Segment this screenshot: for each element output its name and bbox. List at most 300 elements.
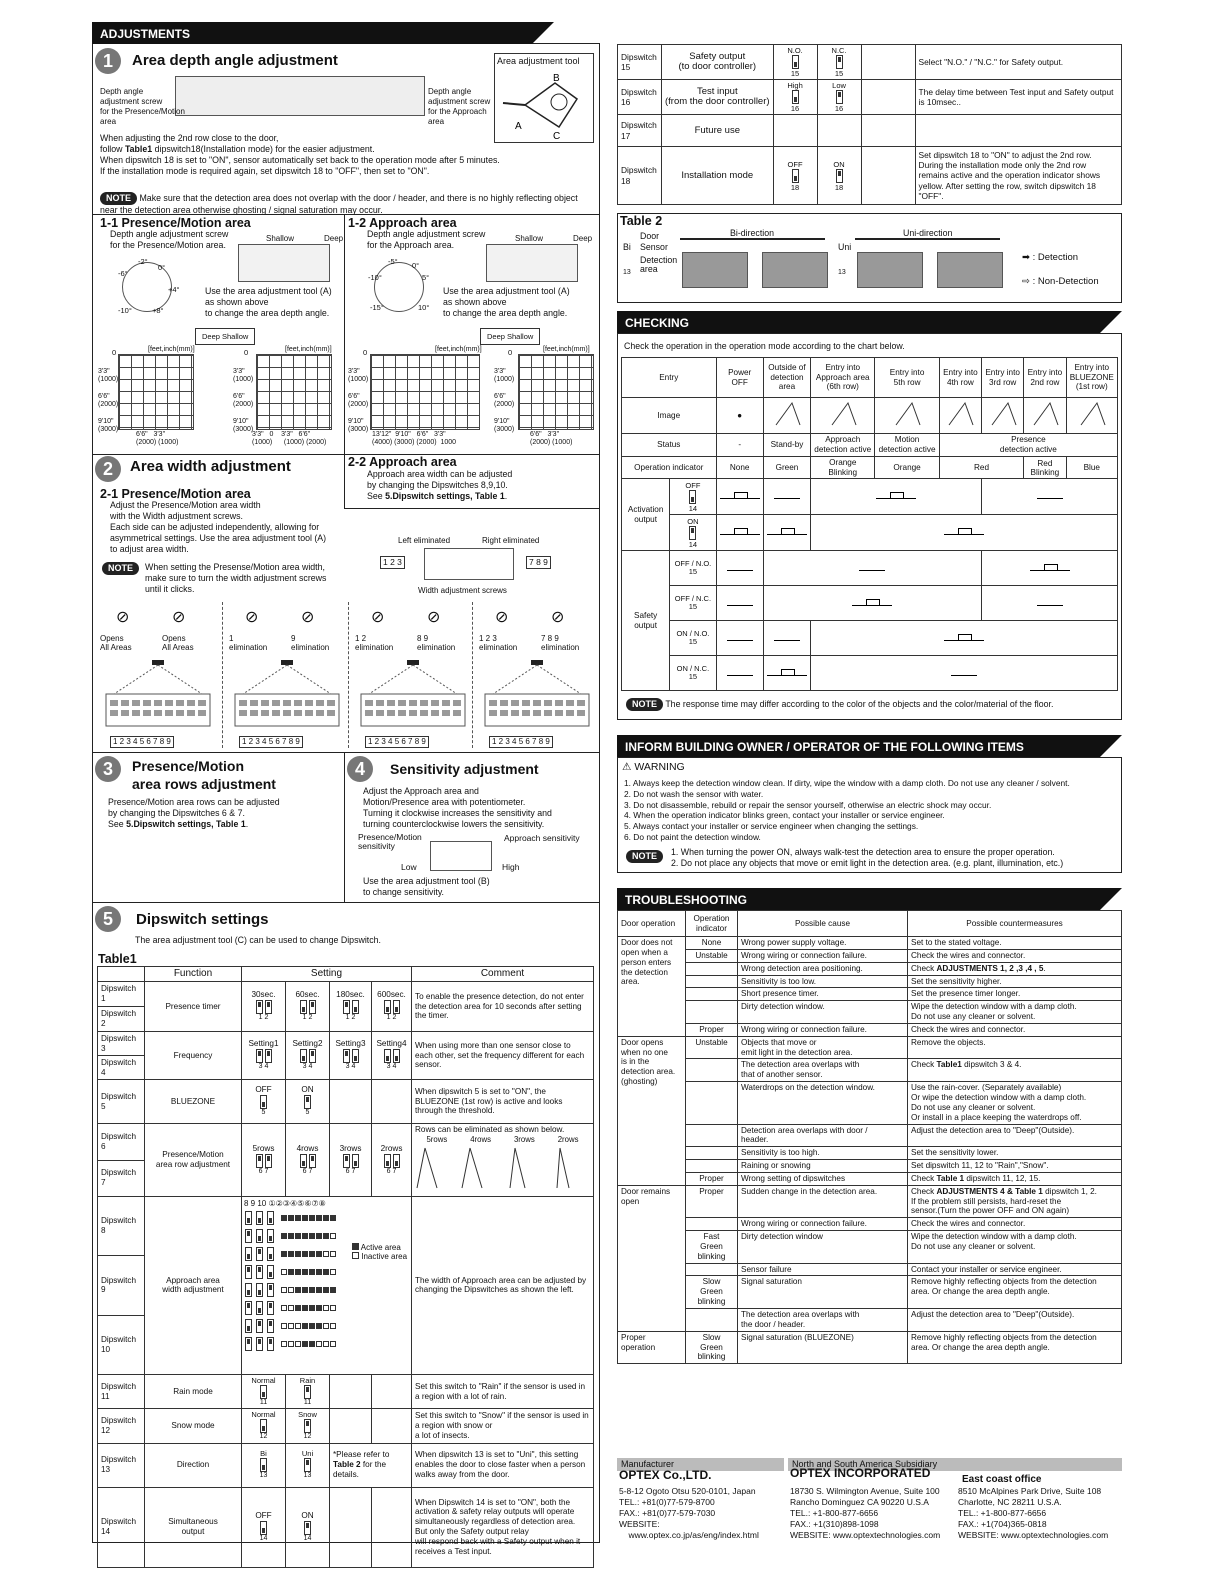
approach-chart-left [370, 354, 480, 430]
inform-items [624, 778, 1070, 843]
subsection-1-2-sub: Depth angle adjustment screw for the Approach area. [367, 229, 486, 250]
door-line-bi [680, 238, 825, 240]
area-cell [295, 1251, 301, 1257]
empty-cell [372, 1487, 412, 1567]
person-icon: ● [737, 410, 743, 420]
section-4-tool-note: Use the area adjustment tool (B) to change sensitivity. [363, 876, 490, 897]
safety-output-label: Safety output [622, 551, 670, 691]
fix-cell: Adjust the detection area to "Deep"(Outside). [908, 1124, 1122, 1147]
dial-angle: -2° [138, 257, 148, 266]
activation-output-label: Activation output [622, 479, 670, 551]
setting-cell: ON 5 [286, 1080, 330, 1124]
dipswitch-label: Dipswitch 12 [98, 1409, 145, 1443]
beam-icon [892, 401, 922, 427]
section-1-para-3: When dipswitch 18 is set to "ON", sensor automatically set back to the operation mode after 5 minutes. [100, 155, 500, 165]
area-cell [302, 1323, 308, 1329]
y-tick: 3'3" (1000) [348, 368, 369, 383]
panel-label-left: Opens All Areas [100, 634, 132, 652]
door-operation-cell: Door does not open when a person enters the detection area. [618, 937, 686, 1037]
indicator-cell: Red [939, 456, 1024, 479]
y-tick: 3'3" (1000) [233, 368, 254, 383]
area-cell [281, 1269, 287, 1275]
cause-cell: Short presence timer. [738, 988, 908, 1001]
section-2-para: Adjust the Presence/Motion area width with the Width adjustment screws. Each side can be adjusted independently, allowing for asymmetrical settings. Use the area adjustment tool (A) to adjust area width. [110, 500, 327, 554]
signal-cell [811, 621, 1118, 656]
beam-icon [1077, 401, 1107, 427]
empty-cell [372, 1409, 412, 1443]
approach-setting-grid: 8 9 10 ①②③④⑤⑥⑦⑧ Active area Inactive area [242, 1197, 412, 1375]
tool-letter-b: B [553, 72, 560, 84]
fix-cell: Set the sensitivity higher. [908, 975, 1122, 988]
comment-cell: When dipswitch 5 is set to "ON", the BLUEZONE (1st row) is active and looks through the threshold. [412, 1080, 594, 1124]
dipswitch-label: Dipswitch 2 [98, 1007, 145, 1032]
screw-icon-left: ⊘ [371, 609, 385, 626]
east-office-address: 8510 McAlpines Park Drive, Suite 108 Charlotte, NC 28211 U.S.A. TEL.: +1-800-877-6656 FAX.: +1(704)365-0818 WEBSITE: www.optextechnologies.com [958, 1486, 1109, 1540]
subsection-1-1-title: 1-1 Presence/Motion area [100, 216, 251, 230]
area-cell [309, 1251, 315, 1257]
setting-cell: Setting3 3 4 [330, 1032, 372, 1080]
dipswitch-label: Dipswitch 7 [98, 1160, 145, 1197]
dial-angle: -10° [118, 306, 132, 315]
header-operation-indicator: Operation indicator [686, 911, 738, 937]
active-legend: Active area [352, 1243, 416, 1253]
subsection-1-1-sub: Depth angle adjustment screw for the Presence/Motion area. [110, 229, 229, 250]
dipswitch-label: Dipswitch 6 [98, 1124, 145, 1161]
approach-pattern-row [244, 1263, 409, 1281]
x-ticks-right: 6'6" 3'3" (2000) (1000) [530, 431, 573, 446]
empty-cell [330, 1409, 372, 1443]
low-label: Low [401, 862, 417, 872]
fix-cell: Check Table 1 dipswitch 11, 12, 15. [908, 1172, 1122, 1185]
area-cell [330, 1215, 336, 1221]
empty-cell [330, 1374, 372, 1408]
header-4th-row: Entry into 4th row [939, 358, 981, 398]
signal-cell [716, 656, 763, 691]
dipswitch-label: Dipswitch 4 [98, 1056, 145, 1080]
indicator-cell: Unstable [686, 1036, 738, 1059]
note-badge: NOTE [102, 562, 139, 575]
setting-cell: Setting2 3 4 [286, 1032, 330, 1080]
section-1-note: NOTE Make sure that the detection area does not overlap with the door / header, and there is no highly reflecting object near the detection area otherwise ghosting / signal saturation may occur. [100, 193, 578, 215]
inform-item: 4. When the operation indicator blinks green, contact your installer or service engineer. [624, 810, 945, 821]
comment-cell: Rows can be eliminated as shown below. 5rows 4rows 3rows 2rows [412, 1124, 594, 1197]
area-cell [316, 1233, 322, 1239]
dipswitch-label: Dipswitch 17 [618, 115, 662, 147]
note-badge: NOTE [626, 698, 663, 711]
switch-label: OFF / N.C. 15 [670, 586, 716, 621]
signal-cell [982, 586, 1118, 621]
screw-icon-right: ⊘ [172, 609, 186, 626]
indicator-cell: Slow Green blinking [686, 1276, 738, 1309]
approach-chart-right [518, 354, 594, 430]
section-2-number: 2 [95, 456, 121, 482]
empty-cell [372, 1374, 412, 1408]
width-panel [472, 602, 596, 748]
signal-cell [716, 551, 763, 586]
row-label: 3rows [513, 1134, 535, 1144]
setting-cell: 600sec. 1 2 [372, 982, 412, 1032]
tool-letter-a: A [515, 120, 522, 132]
area-cell [309, 1341, 315, 1347]
area-cell [288, 1215, 294, 1221]
width-pattern-illustration [357, 658, 469, 734]
dial-angle: 0° [412, 261, 420, 270]
dipswitch-table-1 [97, 966, 594, 1568]
signal-cell [982, 479, 1118, 515]
image-cell [811, 398, 875, 434]
fix-cell: Remove highly reflecting objects from the detection area. Or change the area depth angle. [908, 1276, 1122, 1309]
area-cell [309, 1215, 315, 1221]
area-cell [323, 1269, 329, 1275]
area-cell [288, 1305, 294, 1311]
deep-label: Deep [573, 234, 593, 243]
door-line-uni [855, 238, 1000, 240]
troubleshooting-table [617, 910, 1122, 1364]
image-cell [716, 398, 763, 434]
signal-cell [811, 656, 1118, 691]
divider [92, 214, 600, 215]
comment-cell [915, 115, 1121, 147]
header-2nd-row: Entry into 2nd row [1024, 358, 1066, 398]
indicator-cell: Proper [686, 1023, 738, 1036]
shallow-label: Shallow [266, 234, 295, 243]
x-ticks-right: 3'3" 0 3'3" 6'6" (1000) (1000) (2000) [252, 431, 327, 446]
beam-icon [1030, 401, 1060, 427]
deep-shallow-arrow: Deep Shallow [195, 328, 255, 345]
manufacturer-address: 5-8-12 Ogoto Otsu 520-0101, Japan TEL.: +81(0)77-579-8700 FAX.: +81(0)77-579-7030 WEBSITE: www.optex.co.jp/as/eng/index.html [619, 1486, 759, 1540]
empty-cell [861, 115, 915, 147]
tool-box [494, 53, 594, 143]
area-cell [281, 1341, 287, 1347]
function-label: Rain mode [145, 1374, 242, 1408]
area-cell [288, 1269, 294, 1275]
fix-cell: Remove the objects. [908, 1036, 1122, 1059]
empty-cell [330, 1080, 372, 1124]
bi-direction-label: Bi-direction [730, 228, 775, 238]
indicator-cell [686, 1082, 738, 1124]
switch-label: ON / N.C. 15 [670, 656, 716, 691]
indicator-cell: None [686, 937, 738, 950]
dial-angle: 5° [422, 273, 430, 282]
area-cell [330, 1233, 336, 1239]
area-cell [330, 1341, 336, 1347]
empty-cell [330, 1487, 372, 1567]
sensor-label: Sensor [640, 242, 668, 252]
indicator-cell [686, 1124, 738, 1147]
switch-label: ON 14 [670, 515, 716, 551]
panel-label-right: 9 elimination [291, 634, 330, 652]
sensor-illustration [175, 76, 425, 116]
subsection-1-2-title: 1-2 Approach area [348, 216, 457, 230]
header-setting: Setting [242, 967, 412, 982]
comment-cell: Select "N.O." / "N.C." for Safety output. [915, 45, 1121, 80]
signal-cell [763, 586, 981, 621]
section-2-title: Area width adjustment [130, 458, 291, 475]
left-eliminated-label: Left eliminated [398, 536, 451, 545]
function-label: Frequency [145, 1032, 242, 1080]
detection-icon-panel [857, 252, 923, 288]
row-label: 5rows [426, 1134, 448, 1144]
y-tick: 3'3" (1000) [98, 368, 119, 383]
dial-angle: -6° [118, 269, 128, 278]
width-pattern-illustration [481, 658, 593, 734]
status-cell: Motion detection active [875, 434, 939, 457]
adjustments-band: ADJUSTMENTS [92, 22, 532, 44]
fix-cell: Set to the stated voltage. [908, 937, 1122, 950]
boxes-left: 1 2 3 [380, 556, 405, 569]
fix-cell: Check the wires and connector. [908, 949, 1122, 962]
dipswitch-label: Dipswitch 18 [618, 147, 662, 205]
screw-icon-right: ⊘ [551, 609, 565, 626]
panel-label-right: Opens All Areas [162, 634, 194, 652]
dipswitch-label: Dipswitch 11 [98, 1374, 145, 1408]
function-label: Approach area width adjustment [145, 1197, 242, 1375]
signal-cell [716, 515, 763, 551]
indicator-cell: Unstable [686, 949, 738, 962]
dipswitch-label: Dipswitch 16 [618, 80, 662, 115]
setting-cell [817, 115, 861, 147]
area-cell [323, 1233, 329, 1239]
width-panel [348, 602, 472, 748]
cause-cell: Wrong setting of dipswitches [738, 1172, 908, 1185]
screw-icon-right: ⊘ [427, 609, 441, 626]
area-cell [316, 1215, 322, 1221]
section-5-number: 5 [95, 906, 121, 932]
detection-icon-panel [682, 252, 748, 288]
inform-item: 1. Always keep the detection window clean. If dirty, wipe the window with a damp cloth. Do not use any cleaner / solvent. [624, 778, 1070, 788]
row-numbers: 1 2 3 4 5 6 7 8 9 [365, 736, 429, 748]
function-label: BLUEZONE [145, 1080, 242, 1124]
area-cell [295, 1233, 301, 1239]
indicator-cell: Proper [686, 1185, 738, 1218]
inform-item: 5. Always contact your installer or service engineer when changing the settings. [624, 821, 919, 832]
fix-cell: Check the wires and connector. [908, 1218, 1122, 1231]
y-tick: 6'6" (2000) [494, 393, 515, 408]
signal-cell [716, 621, 763, 656]
checking-table [621, 357, 1118, 691]
image-cell [1066, 398, 1117, 434]
tool-letter-c: C [553, 130, 561, 141]
fix-cell: Remove highly reflecting objects from the detection area. Or change the area depth angle. [908, 1331, 1122, 1364]
area-cell [295, 1215, 301, 1221]
rows-illustration [415, 1144, 585, 1192]
indicator-cell: Orange Blinking [811, 456, 875, 479]
x-ticks-left: 6'6" 3'3" (2000) (1000) [136, 431, 179, 446]
area-cell [295, 1305, 301, 1311]
beam-icon [828, 401, 858, 427]
status-cell: - [716, 434, 763, 457]
dipswitch-label: Dipswitch 14 [98, 1487, 145, 1567]
fix-cell: Wipe the detection window with a damp cloth. Do not use any cleaner or solvent. [908, 1001, 1122, 1024]
y-tick: 9'10" (3000) [98, 418, 119, 433]
indicator-cell: Red Blinking [1024, 456, 1066, 479]
area-cell [323, 1251, 329, 1257]
indicator-cell: Slow Green blinking [686, 1331, 738, 1364]
detection-legend: ➡ : Detection [1022, 252, 1079, 263]
inc-name: OPTEX INCORPORATED [790, 1466, 931, 1480]
depth-chart-right [256, 354, 332, 430]
signal-cell [811, 515, 1118, 551]
indicator-cell [686, 1001, 738, 1024]
area-cell [288, 1323, 294, 1329]
header-5th-row: Entry into 5th row [875, 358, 939, 398]
area-cell [309, 1269, 315, 1275]
cause-cell: Signal saturation [738, 1276, 908, 1309]
status-cell: Presence detection active [939, 434, 1117, 457]
section-2-note: NOTE When setting the Presense/Motion area width, make sure to turn the width adjustment screws until it clicks. [102, 562, 326, 595]
indicator-cell: Proper [686, 1172, 738, 1185]
cause-cell: Sudden change in the detection area. [738, 1185, 908, 1218]
non-detection-legend: ⇨ : Non-Detection [1022, 276, 1099, 287]
header-bluezone: Entry into BLUEZONE (1st row) [1066, 358, 1117, 398]
header-possible-cause: Possible cause [738, 911, 908, 937]
setting-cell: 2rows 6 7 [372, 1124, 412, 1197]
panel-label-right: 7 8 9 elimination [541, 634, 580, 652]
cause-cell: Wrong wiring or connection failure. [738, 949, 908, 962]
indicator-cell [686, 1160, 738, 1173]
area-cell [295, 1323, 301, 1329]
warning-icon: ⚠ [622, 761, 632, 773]
setting-cell: OFF 18 [773, 147, 817, 205]
depth-screw-label-left: Depth angle adjustment screw for the Presence/Motion area [100, 87, 185, 126]
fix-cell: Wipe the detection window with a damp cloth. Do not use any cleaner or solvent. [908, 1231, 1122, 1264]
section-1-para-1: When adjusting the 2nd row close to the door, [100, 133, 279, 143]
area-cell [330, 1323, 336, 1329]
screw-icon-left: ⊘ [495, 609, 509, 626]
screw-icon-left: ⊘ [116, 609, 130, 626]
area-cell [323, 1323, 329, 1329]
setting-cell: Setting4 3 4 [372, 1032, 412, 1080]
area-cell [323, 1305, 329, 1311]
section-1-para-4: If the installation mode is required again, set dipswitch 18 to "OFF", then set to "ON". [100, 166, 430, 176]
boxes-right: 7 8 9 [526, 556, 551, 569]
indicator-cell: Orange [875, 456, 939, 479]
uni-label: Uni [838, 242, 852, 252]
fix-cell: Adjust the detection area to "Deep"(Outside). [908, 1309, 1122, 1332]
panel-label-right: 8 9 elimination [417, 634, 456, 652]
image-cell [875, 398, 939, 434]
dipswitch-label: Dipswitch 15 [618, 45, 662, 80]
area-cell [323, 1341, 329, 1347]
table1-title: Table1 [98, 952, 137, 966]
switch-label: OFF 14 [670, 479, 716, 515]
dipswitch-label: Dipswitch 8 [98, 1197, 145, 1256]
troubleshooting-band: TROUBLESHOOTING [617, 888, 1100, 910]
checking-note: NOTE The response time may differ according to the color of the objects and the color/material of the floor. [626, 698, 1053, 711]
width-screw-illustration [424, 548, 514, 580]
area-cell [302, 1305, 308, 1311]
divider-vertical [344, 214, 345, 454]
function-label: Installation mode [662, 147, 774, 205]
area-cell [330, 1287, 336, 1293]
header-outside: Outside of detection area [763, 358, 810, 398]
divider-vertical [344, 752, 345, 902]
area-cell [323, 1215, 329, 1221]
area-cell [309, 1305, 315, 1311]
width-panel [94, 602, 218, 748]
detection-area-label: Detection area [640, 255, 678, 274]
fix-cell: Check the wires and connector. [908, 1023, 1122, 1036]
inform-band: INFORM BUILDING OWNER / OPERATOR OF THE FOLLOWING ITEMS [617, 735, 1100, 757]
panel-label-left: 1 2 elimination [355, 634, 394, 652]
screw-icon-left: ⊘ [245, 609, 259, 626]
high-label: High [502, 862, 520, 872]
y-tick: 6'6" (2000) [348, 393, 369, 408]
header-entry: Entry [622, 358, 717, 398]
axis-unit: [feet,inch(mm)] [285, 346, 332, 353]
comment-cell: When using more than one sensor close to each other, set the frequency different for each sensor. [412, 1032, 594, 1080]
area-cell [302, 1287, 308, 1293]
width-pattern-illustration [102, 658, 214, 734]
east-office-title: East coast office [962, 1474, 1042, 1485]
area-cell [316, 1341, 322, 1347]
dipswitch-label: Dipswitch 9 [98, 1256, 145, 1315]
image-cell [1024, 398, 1066, 434]
cause-cell: The detection area overlaps with that of another sensor. [738, 1059, 908, 1082]
shallow-label: Shallow [515, 234, 544, 243]
cause-cell: Sensitivity is too high. [738, 1147, 908, 1160]
indicator-label: Operation indicator [622, 456, 717, 479]
image-cell [939, 398, 981, 434]
area-cell [323, 1287, 329, 1293]
setting-cell: N.O. 15 [773, 45, 817, 80]
tool-hand-illustration [238, 244, 330, 282]
comment-cell: Set dipswitch 18 to "ON" to adjust the 2nd row. During the installation mode only the 2nd row remains active and the operation indicator shows yellow. After setting the row, switch dipswitch 18 "OFF". [915, 147, 1121, 205]
header-approach: Entry into Approach area (6th row) [811, 358, 875, 398]
note-badge: NOTE [100, 192, 137, 205]
bi-num: 13 [623, 269, 631, 276]
subsection-2-2-para: Approach area width can be adjusted by changing the Dipswitches 8,9,10. See 5.Dipswitch settings, Table 1. [367, 469, 513, 501]
divider [92, 752, 600, 753]
indicator-cell [686, 1218, 738, 1231]
area-cell [302, 1269, 308, 1275]
setting-cell: 4rows 6 7 [286, 1124, 330, 1197]
section-5-para: The area adjustment tool (C) can be used to change Dipswitch. [135, 935, 381, 945]
dial-angle: +4° [168, 285, 180, 294]
setting-cell: Snow 12 [286, 1409, 330, 1443]
ap-sensitivity-label: Approach sensitivity [504, 833, 580, 843]
beam-icon [945, 401, 975, 427]
area-cell [302, 1215, 308, 1221]
width-screws-label: Width adjustment screws [418, 586, 507, 595]
header-function: Function [145, 967, 242, 982]
signal-cell [763, 656, 810, 691]
indicator-cell [686, 1309, 738, 1332]
approach-grid [244, 1209, 409, 1353]
cause-cell: Wrong power supply voltage. [738, 937, 908, 950]
subsection-1-1-desc: Use the area adjustment tool (A) as shown above to change the area depth angle. [205, 286, 332, 318]
area-cell [288, 1233, 294, 1239]
indicator-cell: None [716, 456, 763, 479]
subsection-2-1-title: 2-1 Presence/Motion area [100, 487, 251, 501]
right-eliminated-label: Right eliminated [482, 536, 540, 545]
status-label: Status [622, 434, 717, 457]
fix-cell: Use the rain-cover. (Separately available) Or wipe the detection window with a damp cloth. Do not use any cleaner or solvent. Or install in a place keeping the waterdrops off. [908, 1082, 1122, 1124]
header-power-off: Power OFF [716, 358, 763, 398]
cause-cell: Raining or snowing [738, 1160, 908, 1173]
indicator-cell: Green [763, 456, 810, 479]
indicator-cell: Fast Green blinking [686, 1231, 738, 1264]
function-label: Presence timer [145, 982, 242, 1032]
area-cell [330, 1251, 336, 1257]
comment-cell: The width of Approach area can be adjusted by changing the Dipswitches as shown the left. [412, 1197, 594, 1375]
non-detection-icon-panel [937, 252, 1003, 288]
setting-cell: Setting1 3 4 [242, 1032, 286, 1080]
area-cell [295, 1341, 301, 1347]
dial-angle: 10° [418, 303, 430, 312]
door-operation-cell: Proper operation [618, 1331, 686, 1364]
area-cell [309, 1233, 315, 1239]
